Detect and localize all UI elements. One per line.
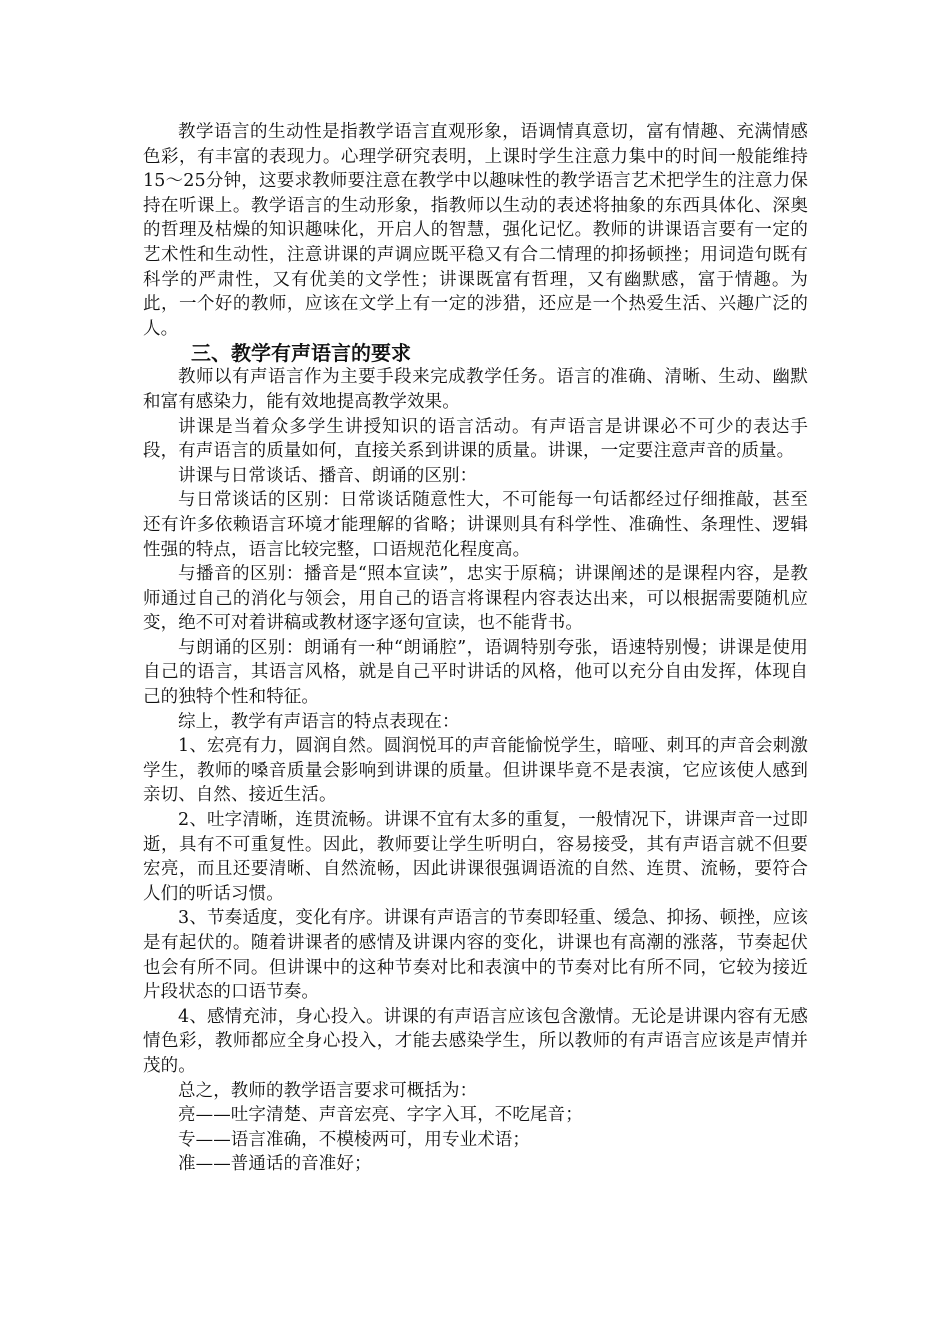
document-page xyxy=(143,120,808,1177)
paragraph: 讲课是当着众多学生讲授知识的语言活动。有声语言是讲课必不可少的表达手段，有声语言的质量如何，直接关系到讲课的质量。讲课，一定要注意声音的质量。 xyxy=(143,416,808,462)
intro-paragraph: 教学语言的生动性是指教学语言直观形象，语调情真意切，富有情趣、充满情感色彩，有丰富的表现力。心理学研究表明，上课时学生注意力集中的时间一般能维持15～25分钟，这要求教师要注意在教学中以趣味性的教学语言艺术把学生的注意力保持在听课上。教学语言的生动形象，指教师以生动的表述将抽象的东西具体化、深奥的哲理及枯燥的知识趣味化，开启人的智慧，强化记忆。教师的讲课语言要有一定的艺术性和生动性，注意讲课的声调应既平稳又有合二情理的抑扬顿挫；用词造句既有科学的严肃性，又有优美的文学性；讲课既富有哲理，又有幽默感，富于情趣。为此，一个好的教师，应该在文学上有一定的涉猎，还应是一个热爱生活、兴趣广泛的人。 xyxy=(143,122,808,339)
paragraph: 综上，教学有声语言的特点表现在： xyxy=(178,711,460,732)
section-heading: 三、教学有声语言的要求 xyxy=(191,341,411,366)
paragraph: 讲课与日常谈话、播音、朗诵的区别： xyxy=(178,465,478,486)
summary-item: 亮——吐字清楚、声音宏亮、字字入耳，不吃尾音； xyxy=(178,1105,583,1126)
paragraph: 教师以有声语言作为主要手段来完成教学任务。语言的准确、清晰、生动、幽默和富有感染力，能有效地提高教学效果。 xyxy=(143,367,808,412)
summary-item: 准——普通话的音准好； xyxy=(178,1154,372,1175)
paragraph: 与播音的区别：播音是“照本宣读”，忠实于原稿；讲课阐述的是课程内容，是教师通过自己的消化与领会，用自己的语言将课程内容表达出来，可以根据需要随机应变，绝不可对着讲稿或教材逐字逐句宣读，也不能背书。 xyxy=(143,564,808,634)
list-item: 2、吐字清晰，连贯流畅。讲课不宜有太多的重复，一般情况下，讲课声音一过即逝，具有不可重复性。因此，教师要让学生听明白，容易接受，其有声语言就不但要宏亮，而且还要清晰、自然流畅，因此讲课很强调语流的自然、连贯、流畅，要符合人们的听话习惯。 xyxy=(143,810,808,904)
paragraph: 总之，教师的教学语言要求可概括为： xyxy=(178,1080,478,1101)
list-item: 4、感情充沛，身心投入。讲课的有声语言应该包含激情。无论是讲课内容有无感情色彩，教师都应全身心投入，才能去感染学生，所以教师的有声语言应该是声情并茂的。 xyxy=(143,1006,808,1076)
summary-item: 专——语言准确，不模棱两可，用专业术语； xyxy=(178,1129,530,1150)
list-item: 1、宏亮有力，圆润自然。圆润悦耳的声音能愉悦学生，暗哑、刺耳的声音会刺激学生，教师的嗓音质量会影响到讲课的质量。但讲课毕竟不是表演，它应该使人感到亲切、自然、接近生活。 xyxy=(143,736,808,806)
list-item: 3、节奏适度，变化有序。讲课有声语言的节奏即轻重、缓急、抑扬、顿挫，应该是有起伏的。随着讲课者的感情及讲课内容的变化，讲课也有高潮的涨落，节奏起伏也会有所不同。但讲课中的这种节奏对比和表演中的节奏对比有所不同，它较为接近片段状态的口语节奏。 xyxy=(143,908,808,1003)
paragraph: 与朗诵的区别：朗诵有一种“朗诵腔”，语调特别夸张，语速特别慢；讲课是使用自己的语言，其语言风格，就是自己平时讲话的风格，他可以充分自由发挥，体现自己的独特个性和特征。 xyxy=(143,637,808,708)
paragraph: 与日常谈话的区别：日常谈话随意性大，不可能每一句话都经过仔细推敲，甚至还有许多依赖语言环境才能理解的省略；讲课则具有科学性、准确性、条理性、逻辑性强的特点，语言比较完整，口语规范化程度高。 xyxy=(143,490,808,560)
